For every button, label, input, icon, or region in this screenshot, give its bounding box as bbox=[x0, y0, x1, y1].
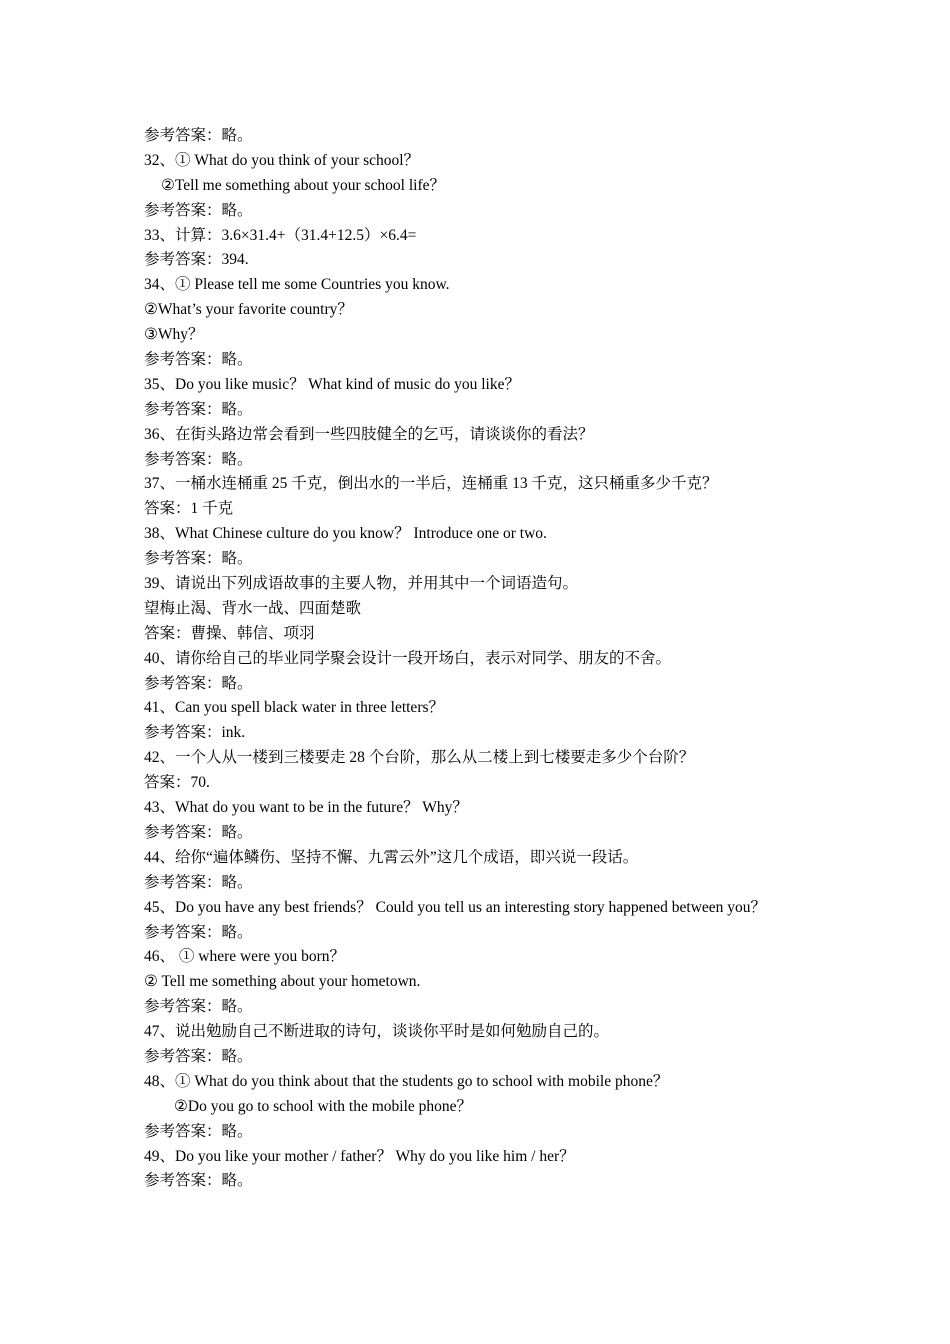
text-line: 参考答案：略。 bbox=[144, 998, 253, 1016]
text-line: 参考答案：394. bbox=[144, 251, 249, 269]
text-line: 望梅止渴、背水一战、四面楚歌 bbox=[144, 599, 362, 617]
text-line: ③Why？ bbox=[144, 326, 204, 344]
text-line: 参考答案：略。 bbox=[144, 674, 253, 692]
text-line: 参考答案：略。 bbox=[144, 201, 253, 219]
text-line: 43、What do you want to be in the future？ Why？ bbox=[144, 799, 468, 817]
text-line: 答案：曹操、韩信、项羽 bbox=[144, 624, 315, 642]
text-line: ② Tell me something about your hometown. bbox=[144, 973, 421, 991]
text-line: 参考答案：略。 bbox=[144, 823, 253, 841]
text-line: 48、① What do you think about that the students go to school with mobile phone？ bbox=[144, 1072, 669, 1090]
text-line: ②What’s your favorite country？ bbox=[144, 301, 353, 319]
text-line: 参考答案：略。 bbox=[144, 400, 253, 418]
text-line: 41、Can you spell black water in three letters？ bbox=[144, 699, 445, 717]
text-line: 35、Do you like music？ What kind of music do you like？ bbox=[144, 375, 520, 393]
text-line: 45、Do you have any best friends？ Could you tell us an interesting story happened between you？ bbox=[144, 898, 767, 916]
text-line: 参考答案：略。 bbox=[144, 1122, 253, 1140]
text-line: 答案：1 千克 bbox=[144, 500, 234, 518]
text-line: 参考答案：略。 bbox=[144, 923, 253, 941]
text-line: 参考答案：略。 bbox=[144, 127, 253, 144]
text-line: 37、一桶水连桶重 25 千克，倒出水的一半后，连桶重 13 千克，这只桶重多少千克？ bbox=[144, 475, 718, 493]
text-line: ②Do you go to school with the mobile phone？ bbox=[174, 1097, 473, 1115]
text-line: 参考答案：略。 bbox=[144, 351, 253, 369]
text-line: 40、请你给自己的毕业同学聚会设计一段开场白，表示对同学、朋友的不舍。 bbox=[144, 649, 672, 667]
text-line: 参考答案：略。 bbox=[144, 1047, 253, 1065]
text-line: 34、① Please tell me some Countries you know. bbox=[144, 276, 450, 294]
text-line: 参考答案：略。 bbox=[144, 873, 253, 891]
text-line: 49、Do you like your mother / father？ Why do you like him / her？ bbox=[144, 1147, 575, 1165]
text-line: 38、What Chinese culture do you know？ Introduce one or two. bbox=[144, 525, 547, 543]
text-line: ②Tell me something about your school life？ bbox=[161, 176, 446, 194]
text-line: 33、计算：3.6×31.4+（31.4+12.5）×6.4= bbox=[144, 226, 417, 244]
text-line: 参考答案：ink. bbox=[144, 724, 246, 742]
text-line: 参考答案：略。 bbox=[144, 1172, 253, 1190]
document-page bbox=[144, 124, 806, 1194]
text-line: 39、请说出下列成语故事的主要人物，并用其中一个词语造句。 bbox=[144, 575, 579, 593]
text-line: 参考答案：略。 bbox=[144, 450, 253, 468]
text-line: 答案：70. bbox=[144, 774, 210, 792]
text-line: 47、说出勉励自己不断进取的诗句，谈谈你平时是如何勉励自己的。 bbox=[144, 1023, 610, 1041]
text-line: 36、在街头路边常会看到一些四肢健全的乞丐，请谈谈你的看法？ bbox=[144, 425, 594, 443]
text-line: 42、一个人从一楼到三楼要走 28 个台阶，那么从二楼上到七楼要走多少个台阶？ bbox=[144, 749, 695, 767]
text-line: 44、给你“遍体鳞伤、坚持不懈、九霄云外”这几个成语，即兴说一段话。 bbox=[144, 848, 639, 866]
text-line: 46、 ① where were you born？ bbox=[144, 948, 346, 966]
text-line: 32、① What do you think of your school？ bbox=[144, 151, 420, 169]
text-line: 参考答案：略。 bbox=[144, 550, 253, 568]
